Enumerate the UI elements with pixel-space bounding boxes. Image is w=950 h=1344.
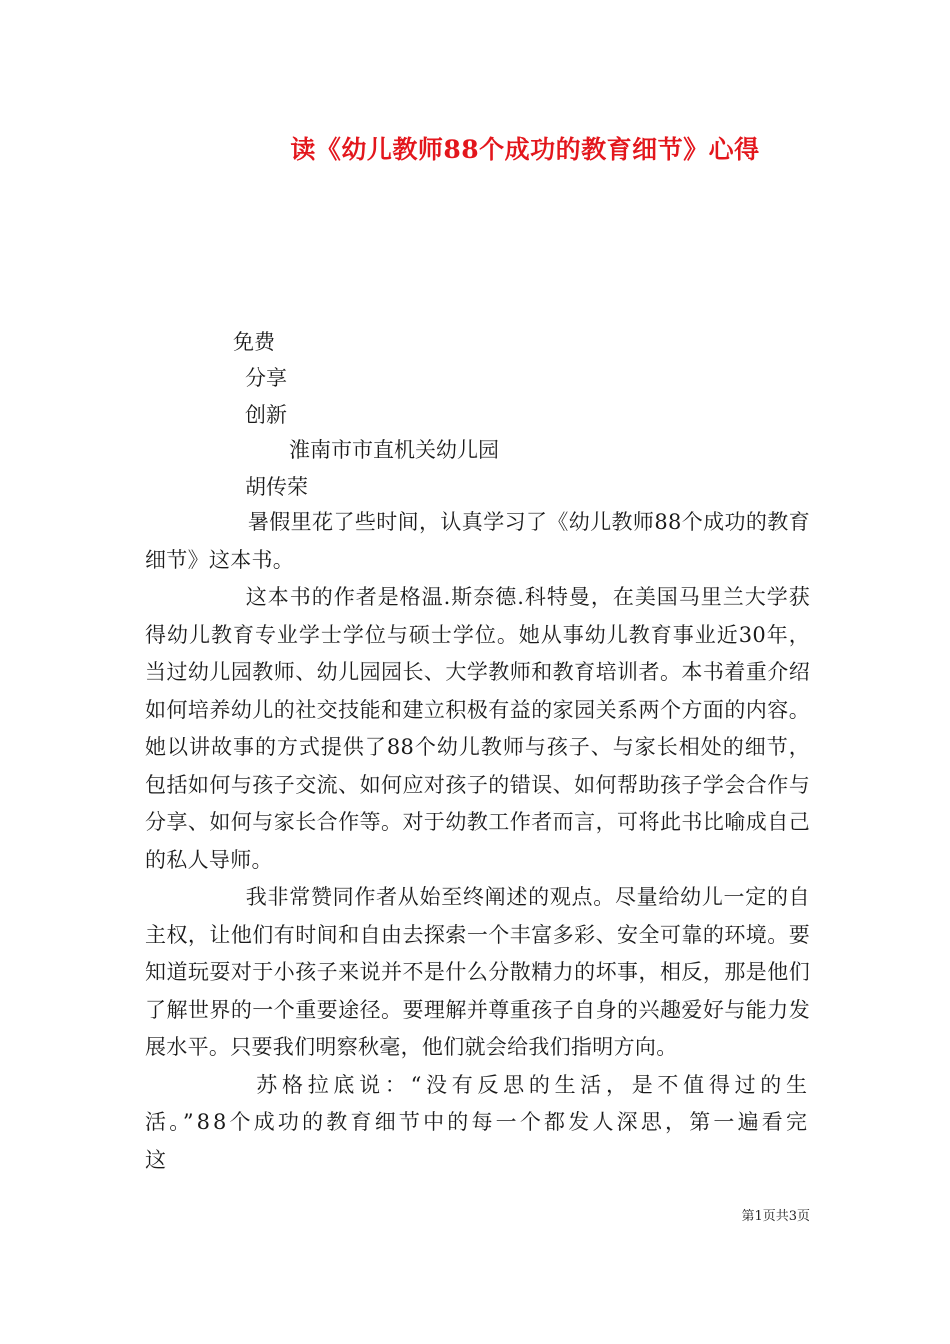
paragraph: 苏格拉底说：“没有反思的生活，是不值得过的生活。”88个成功的教育细节中的每一个都发人深思，第一遍看完这 (145, 1072, 810, 1172)
meta-line-innovate: 创新 (245, 403, 287, 427)
paragraph: 这本书的作者是格温.斯奈德.科特曼，在美国马里兰大学获得幼儿教育专业学士学位与硕士学位。她从事幼儿教育事业近30年，当过幼儿园教师、幼儿园园长、大学教师和教育培训者。本书着重介绍如何培养幼儿的社交技能和建立积极有益的家园关系两个方面的内容。她以讲故事的方式提供了88个幼儿教师与孩子、与家长相处的细节，包括如何与孩子交流、如何应对孩子的错误、如何帮助孩子学会合作与分享、如何与家长合作等。对于幼教工作者而言，可将此书比喻成自己的私人导师。 (145, 585, 810, 872)
paragraph: 我非常赞同作者从始至终阐述的观点。尽量给幼儿一定的自主权，让他们有时间和自由去探索一个丰富多彩、安全可靠的环境。要知道玩耍对于小孩子来说并不是什么分散精力的坏事，相反，那是他们了解世界的一个重要途径。要理解并尊重孩子自身的兴趣爱好与能力发展水平。只要我们明察秋毫，他们就会给我们指明方向。 (145, 885, 810, 1059)
meta-line-free: 免费 (233, 330, 275, 354)
meta-line-share: 分享 (245, 366, 287, 390)
document-title: 读《幼儿教师88个成功的教育细节》心得 (290, 135, 760, 164)
page-number: 第1页共3页 (741, 1209, 810, 1224)
article-body (145, 504, 810, 1179)
author-name: 胡传荣 (245, 475, 308, 499)
paragraph: 暑假里花了些时间，认真学习了《幼儿教师88个成功的教育细节》这本书。 (145, 510, 810, 572)
school-name: 淮南市市直机关幼儿园 (289, 438, 499, 462)
